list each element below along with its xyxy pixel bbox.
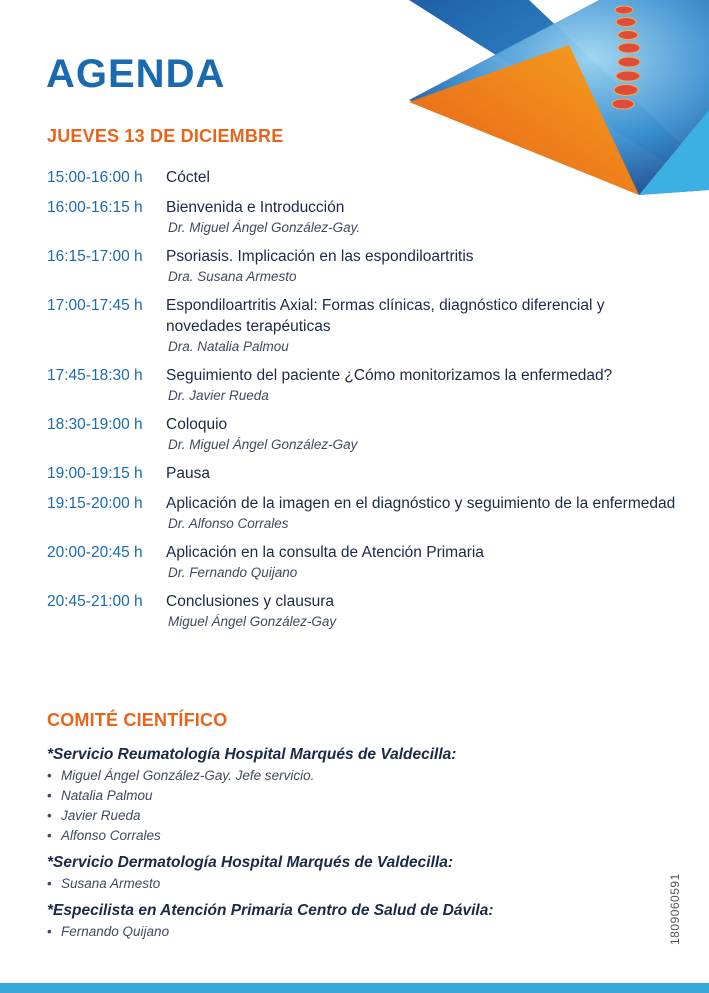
agenda-title: Bienvenida e Introducción bbox=[166, 199, 345, 216]
committee-member bbox=[47, 922, 647, 942]
agenda-item-body bbox=[166, 414, 677, 454]
agenda-item bbox=[47, 365, 677, 405]
agenda-time: 20:00-20:45 h bbox=[47, 544, 143, 561]
agenda-speaker: Dra. Natalia Palmou bbox=[168, 339, 289, 354]
agenda-time: 19:00-19:15 h bbox=[47, 465, 143, 482]
bullet-icon: • bbox=[47, 828, 52, 843]
agenda-title: Seguimiento del paciente ¿Cómo monitorizamos la enfermedad? bbox=[166, 367, 613, 384]
agenda-time: 19:15-20:00 h bbox=[47, 495, 143, 512]
agenda-item-body bbox=[166, 197, 677, 237]
agenda-item-body bbox=[166, 295, 677, 356]
agenda-time: 16:00-16:15 h bbox=[47, 199, 143, 216]
agenda-item bbox=[47, 295, 677, 356]
committee-member-name: Susana Armesto bbox=[61, 876, 161, 891]
agenda-speaker: Dr. Javier Rueda bbox=[168, 388, 269, 403]
agenda-speaker: Dr. Alfonso Corrales bbox=[168, 516, 289, 531]
committee-group bbox=[47, 852, 647, 894]
agenda-time: 18:30-19:00 h bbox=[47, 416, 143, 433]
committee-member bbox=[47, 874, 647, 894]
agenda-item-body bbox=[166, 365, 677, 405]
committee-member bbox=[47, 766, 647, 786]
agenda-time: 15:00-16:00 h bbox=[47, 169, 143, 186]
agenda-title: Cóctel bbox=[166, 169, 210, 186]
committee-member bbox=[47, 786, 647, 806]
agenda-title: Coloquio bbox=[166, 416, 228, 433]
committee-member-name: Fernando Quijano bbox=[61, 924, 170, 939]
committee-section bbox=[47, 744, 647, 948]
agenda-item bbox=[47, 246, 677, 286]
agenda-title: Conclusiones y clausura bbox=[166, 593, 335, 610]
committee-member-name: Natalia Palmou bbox=[61, 788, 153, 803]
committee-heading: COMITÉ CIENTÍFICO bbox=[47, 710, 228, 730]
agenda-item bbox=[47, 197, 677, 237]
agenda-title: Psoriasis. Implicación en las espondiloartritis bbox=[166, 248, 474, 265]
committee-member bbox=[47, 806, 647, 826]
bullet-icon: • bbox=[47, 768, 52, 783]
agenda-item-body bbox=[166, 463, 677, 484]
bottom-accent-bar bbox=[0, 983, 709, 993]
agenda-item-body bbox=[166, 246, 677, 286]
agenda-item bbox=[47, 414, 677, 454]
committee-member-list bbox=[47, 766, 647, 846]
agenda-speaker: Dr. Miguel Ángel González-Gay. bbox=[168, 220, 361, 235]
committee-member bbox=[47, 826, 647, 846]
agenda-title: Espondiloartritis Axial: Formas clínicas, diagnóstico diferencial y novedades terapéuticas bbox=[166, 297, 605, 335]
committee-member-name: Alfonso Corrales bbox=[61, 828, 161, 843]
agenda-item-body bbox=[166, 591, 677, 631]
agenda-list bbox=[47, 167, 677, 640]
committee-member-list bbox=[47, 874, 647, 894]
agenda-time: 16:15-17:00 h bbox=[47, 248, 143, 265]
agenda-speaker: Dr. Fernando Quijano bbox=[168, 565, 298, 580]
agenda-item bbox=[47, 463, 677, 484]
agenda-item-body bbox=[166, 542, 677, 582]
agenda-title: Aplicación de la imagen en el diagnóstico y seguimiento de la enfermedad bbox=[166, 495, 676, 512]
agenda-item bbox=[47, 493, 677, 533]
bullet-icon: • bbox=[47, 924, 52, 939]
bullet-icon: • bbox=[47, 876, 52, 891]
agenda-speaker: Miguel Ángel González-Gay bbox=[168, 614, 337, 629]
bullet-icon: • bbox=[47, 788, 52, 803]
committee-group bbox=[47, 744, 647, 846]
document-code: 1809060591 bbox=[668, 873, 682, 945]
committee-group-title: *Servicio Dermatología Hospital Marqués de Valdecilla: bbox=[47, 854, 453, 871]
agenda-title: Aplicación en la consulta de Atención Primaria bbox=[166, 544, 484, 561]
committee-member-name: Miguel Ángel González-Gay. Jefe servicio. bbox=[61, 768, 315, 783]
agenda-time: 17:45-18:30 h bbox=[47, 367, 143, 384]
agenda-time: 20:45-21:00 h bbox=[47, 593, 143, 610]
agenda-item bbox=[47, 542, 677, 582]
agenda-speaker: Dra. Susana Armesto bbox=[168, 269, 297, 284]
agenda-item-body bbox=[166, 167, 677, 188]
agenda-speaker: Dr. Miguel Ángel González-Gay bbox=[168, 437, 358, 452]
agenda-time: 17:00-17:45 h bbox=[47, 297, 143, 314]
agenda-title: Pausa bbox=[166, 465, 210, 482]
agenda-item bbox=[47, 591, 677, 631]
agenda-item bbox=[47, 167, 677, 188]
page-title: AGENDA bbox=[46, 52, 226, 96]
committee-group-title: *Servicio Reumatología Hospital Marqués de Valdecilla: bbox=[47, 746, 457, 763]
committee-group bbox=[47, 900, 647, 942]
agenda-item-body bbox=[166, 493, 677, 533]
committee-member-list bbox=[47, 922, 647, 942]
agenda-date-heading: JUEVES 13 DE DICIEMBRE bbox=[47, 126, 284, 146]
bullet-icon: • bbox=[47, 808, 52, 823]
committee-group-title: *Especilista en Atención Primaria Centro de Salud de Dávila: bbox=[47, 902, 494, 919]
committee-member-name: Javier Rueda bbox=[61, 808, 141, 823]
